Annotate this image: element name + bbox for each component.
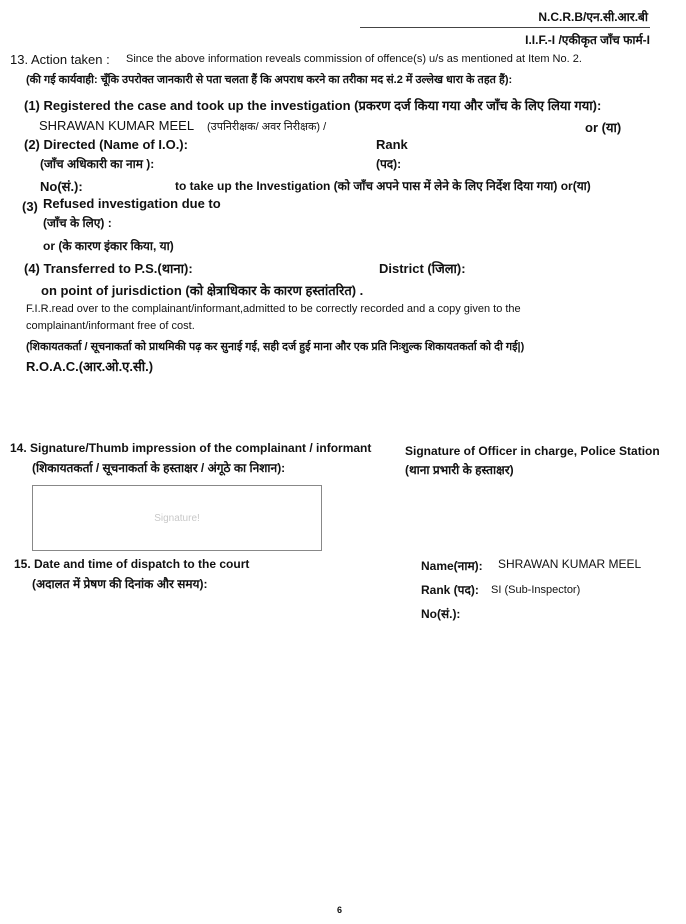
- item13-label: 13. Action taken :: [10, 52, 110, 67]
- jurisdiction-text: on point of jurisdiction (को क्षेत्राधिकार के कारण हस्तांतरित) .: [41, 283, 364, 298]
- complainant-signature-label: 14. Signature/Thumb impression of the complainant / informant: [10, 441, 372, 455]
- fir-statement-hindi: (शिकायतकर्ता / सूचनाकर्ता को प्राथमिकी पढ़ कर सुनाई गई, सही दर्ज हुई माना और एक प्रति निःशुल्क शिकायतकर्ता को दी गई|): [26, 341, 525, 353]
- officer-rank-value: SI (Sub-Inspector): [491, 584, 581, 596]
- header-form-id: I.I.F.-I /एकीकृत जाँच फार्म-I: [525, 33, 650, 47]
- officer-no-label: No(सं.):: [421, 607, 461, 621]
- registered-officer-rank: (उपनिरीक्षक/ अवर निरीक्षक) /: [207, 121, 327, 133]
- item13-description: Since the above information reveals commission of offence(s) u/s as mentioned at Item No. 2.: [126, 53, 582, 65]
- refused-investigation-label-hindi: (जाँच के लिए) :: [43, 216, 112, 230]
- dispatch-date-label: 15. Date and time of dispatch to the court: [14, 557, 250, 571]
- complainant-signature-box[interactable]: [32, 485, 322, 551]
- directed-io-label: (2) Directed (Name of I.O.):: [24, 137, 188, 152]
- fir-statement-line1: F.I.R.read over to the complainant/informant,admitted to be correctly recorded and a copy given to the: [26, 303, 521, 315]
- registered-officer-name: SHRAWAN KUMAR MEEL: [39, 118, 195, 133]
- refused-number: (3): [22, 199, 38, 214]
- refused-or-text: or (के कारण इंकार किया, या): [43, 239, 174, 253]
- officer-signature-label-hindi: (थाना प्रभारी के हस्ताक्षर): [405, 463, 514, 477]
- officer-signature-label: Signature of Officer in charge, Police Station: [405, 444, 660, 458]
- officer-rank-label: Rank (पद):: [421, 583, 479, 597]
- page-number: 6: [337, 905, 343, 915]
- item13-description-hindi: (की गई कार्यवाही: चूँकि उपरोक्त जानकारी से पता चलता हैं कि अपराध करने का तरीका मद सं.2 में उल्लेख धारा के तहत हैं):: [26, 74, 513, 86]
- header-rule: [360, 27, 650, 28]
- officer-name-label: Name(नाम):: [421, 559, 483, 573]
- roac-label: R.O.A.C.(आर.ओ.ए.सी.): [26, 359, 154, 374]
- directed-no-label: No(सं.):: [40, 179, 83, 194]
- complainant-signature-label-hindi: (शिकायतकर्ता / सूचनाकर्ता के हस्ताक्षर / अंगूठे का निशान):: [32, 461, 286, 475]
- header-ncrb: N.C.R.B/एन.सी.आर.बी: [538, 10, 648, 24]
- dispatch-date-label-hindi: (अदालत में प्रेषण की दिनांक और समय):: [32, 577, 208, 591]
- directed-io-label-hindi: (जाँच अधिकारी का नाम ):: [40, 157, 155, 171]
- registered-or-label: or (या): [585, 120, 622, 135]
- directed-rank-label: Rank: [376, 137, 408, 152]
- directed-rank-label-hindi: (पद):: [376, 157, 402, 171]
- signature-placeholder: Signature!: [154, 513, 200, 524]
- officer-name-value: SHRAWAN KUMAR MEEL: [498, 557, 642, 571]
- transferred-ps-label: (4) Transferred to P.S.(थाना):: [24, 261, 193, 276]
- take-up-investigation-text: to take up the Investigation (को जाँच अपने पास में लेने के लिए निर्देश दिया गया) or(या): [175, 179, 591, 193]
- registered-case-label: (1) Registered the case and took up the investigation (प्रकरण दर्ज किया गया और जाँच के लिए लिया गया):: [24, 98, 602, 113]
- refused-investigation-label: Refused investigation due to: [43, 196, 221, 211]
- transferred-district-label: District (जिला):: [379, 261, 466, 276]
- fir-statement-line2: complainant/informant free of cost.: [26, 320, 195, 332]
